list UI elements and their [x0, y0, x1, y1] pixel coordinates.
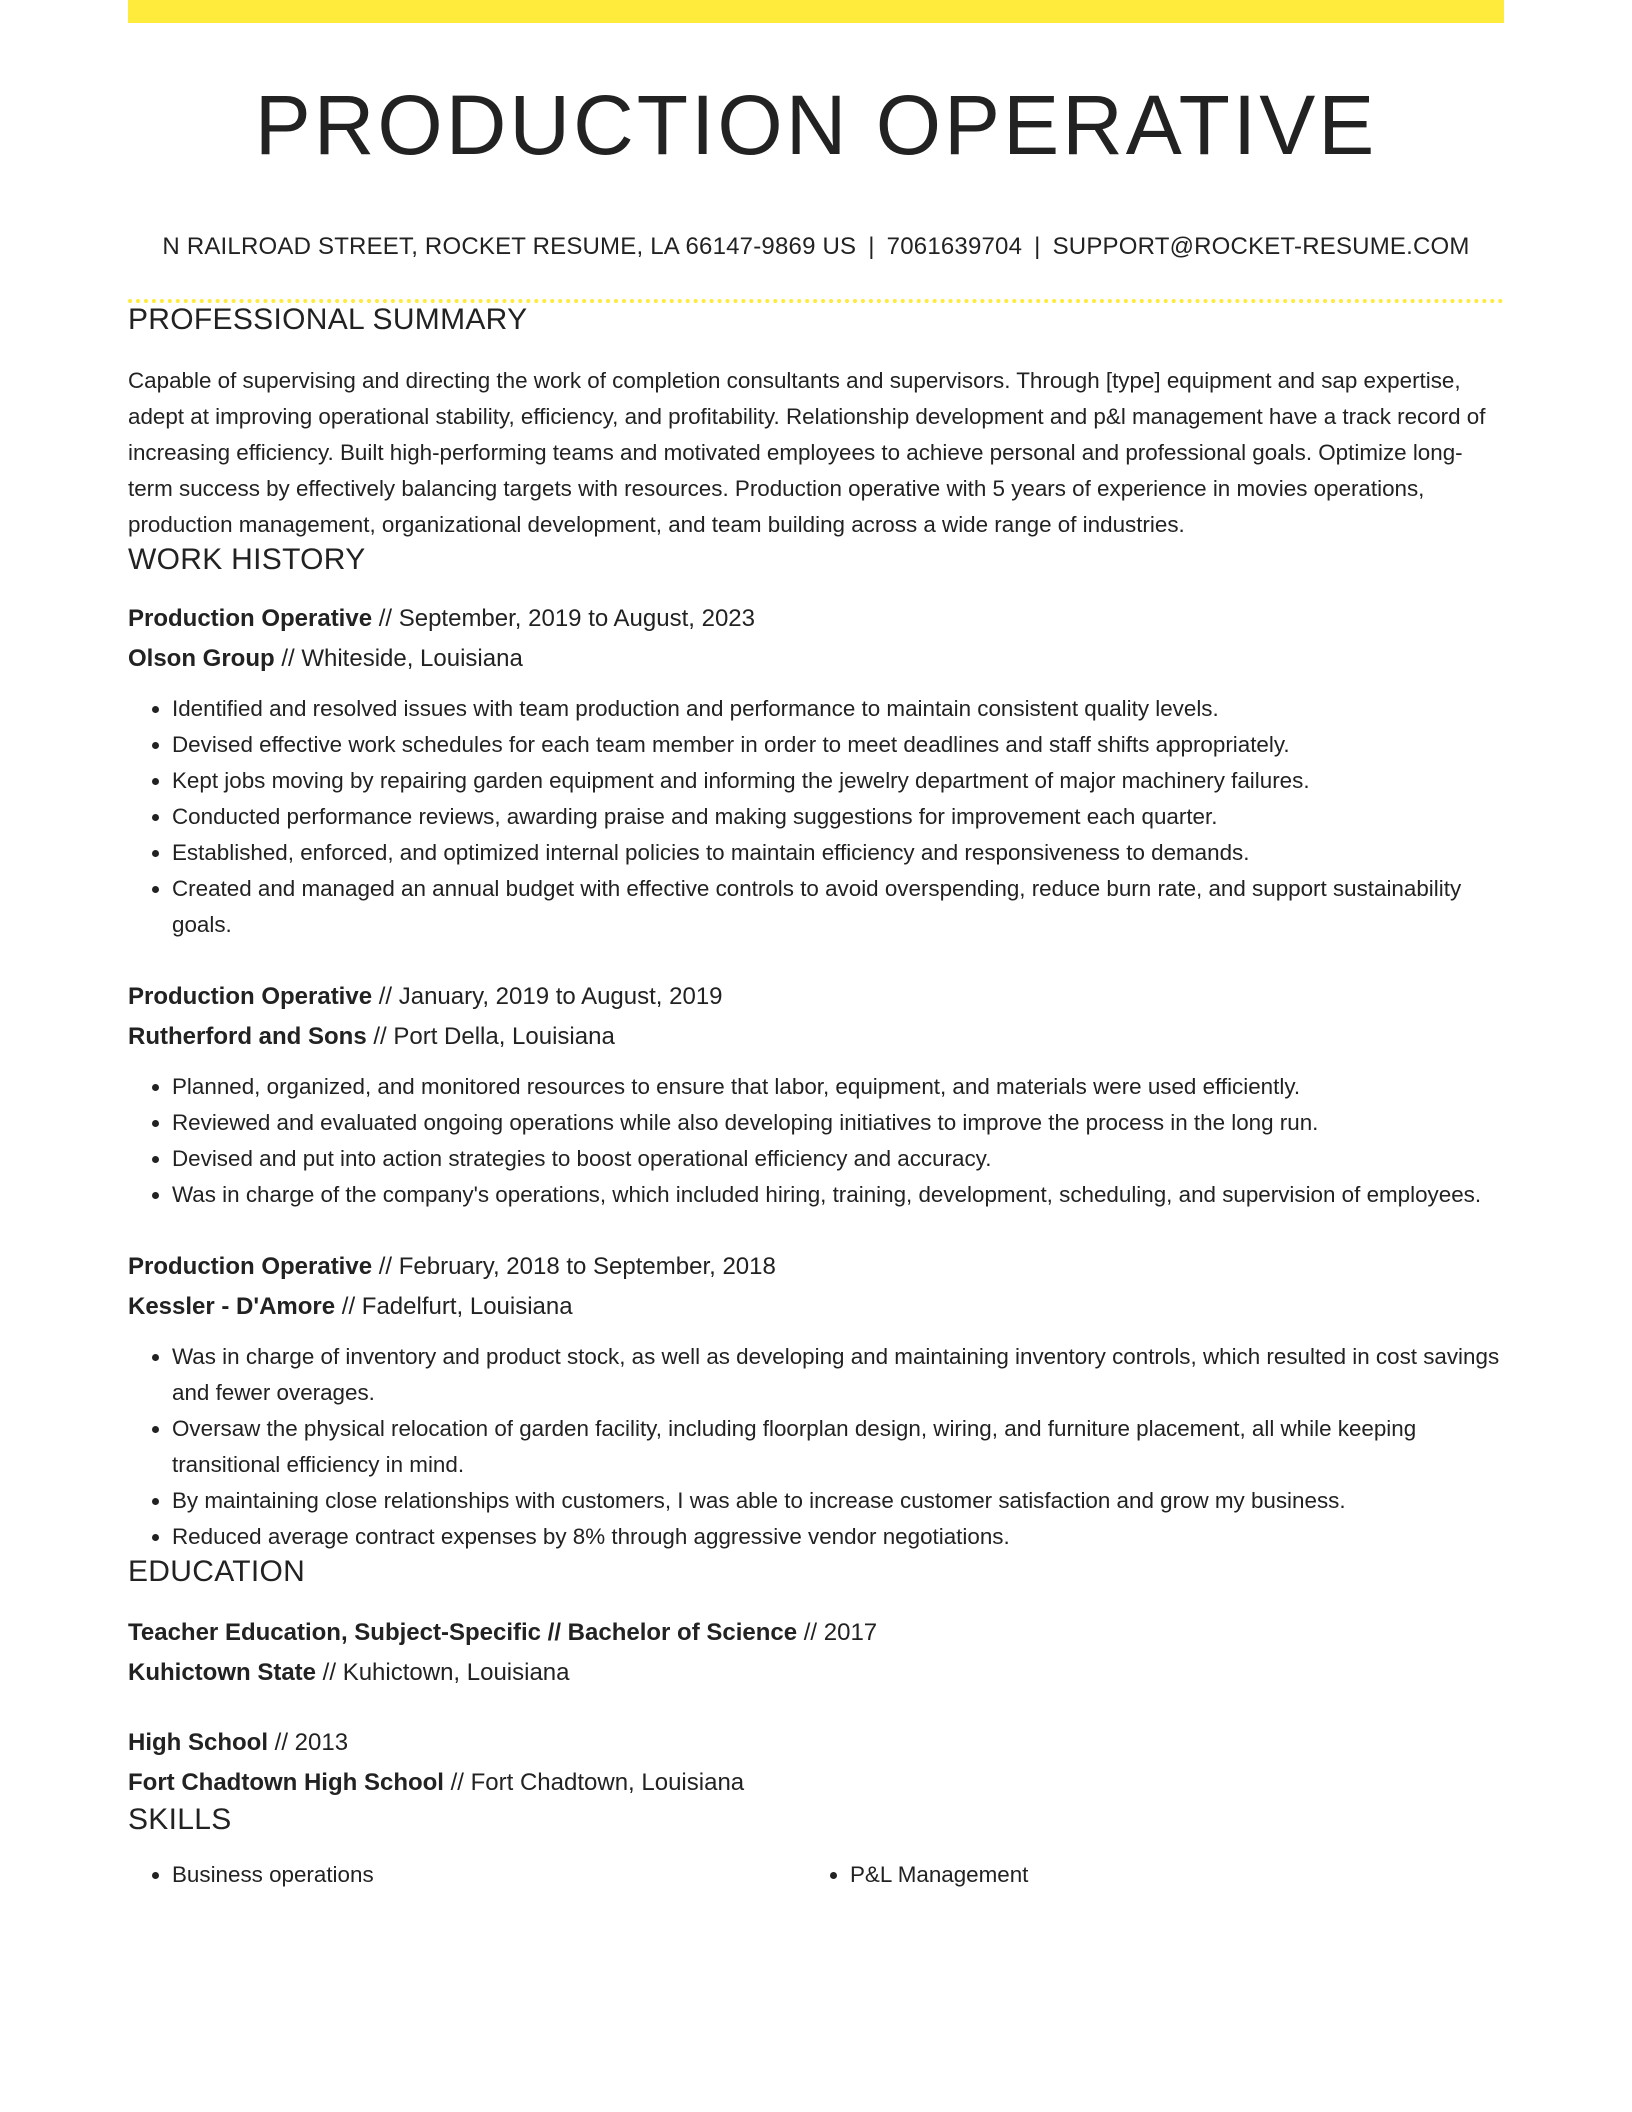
skills-column-left — [128, 1857, 806, 1893]
summary-text: Capable of supervising and directing the work of completion consultants and supervisors. Through [type] equipment and sap expertise, adept at improving operational stability, efficiency, and profitability. Relationship development and p&l management have a track record of increasing efficiency. Built high-performing teams and motivated employees to achieve personal and professional goals. Optimize long-term success by effectively balancing targets with resources. Production operative with 5 years of experience in movies operations, production management, organizational development, and team building across a wide range of industries. — [128, 368, 1486, 537]
job-bullet: • Created and managed an annual budget with effective controls to avoid overspending, reduce burn rate, and support sustainability goals. — [172, 871, 1504, 943]
job-dates: // September, 2019 to August, 2023 — [372, 605, 755, 632]
job-bullet: • By maintaining close relationships with customers, I was able to increase customer satisfaction and grow my business. — [172, 1483, 1504, 1519]
job-bullet: • Reduced average contract expenses by 8% through aggressive vendor negotiations. — [172, 1519, 1504, 1555]
job-dates: // January, 2019 to August, 2019 — [372, 983, 723, 1010]
education-school-line — [128, 1653, 1504, 1693]
section-title-education: EDUCATION — [128, 1555, 306, 1588]
education-location: // Kuhictown, Louisiana — [316, 1659, 570, 1686]
accent-top-bar — [128, 0, 1504, 23]
education-school-line — [128, 1763, 1504, 1803]
contact-email: SUPPORT@ROCKET-RESUME.COM — [1052, 233, 1470, 260]
job-bullet: • Oversaw the physical relocation of garden facility, including floorplan design, wiring, and furniture placement, all while keeping transitional efficiency in mind. — [172, 1411, 1504, 1483]
education-year: // 2013 — [268, 1729, 349, 1756]
education-entry — [128, 1613, 1504, 1693]
education-entry — [128, 1723, 1504, 1803]
job-role: Production Operative — [128, 983, 373, 1010]
education-degree: High School — [128, 1729, 268, 1756]
education-degree-line — [128, 1723, 1504, 1763]
education-school: Fort Chadtown High School — [128, 1769, 444, 1796]
resume-page — [128, 0, 1504, 1893]
skills-list — [128, 1857, 1504, 1893]
job-entry — [128, 1247, 1504, 1555]
resume-name: PRODUCTION OPERATIVE — [254, 78, 1378, 172]
job-role: Production Operative — [128, 1253, 373, 1280]
job-bullet: • Established, enforced, and optimized internal policies to maintain efficiency and responsiveness to demands. — [172, 835, 1504, 871]
job-location: // Fadelfurt, Louisiana — [335, 1293, 573, 1320]
contact-separator: | — [868, 233, 875, 260]
job-entry — [128, 599, 1504, 943]
section-title-summary: PROFESSIONAL SUMMARY — [128, 303, 528, 336]
contact-line — [128, 233, 1504, 261]
job-title-line — [128, 977, 1504, 1017]
skill-item: • P&L Management — [850, 1857, 1484, 1893]
contact-separator: | — [1034, 233, 1041, 260]
education-degree: Teacher Education, Subject-Specific // Bachelor of Science — [128, 1619, 798, 1646]
job-bullet: • Devised and put into action strategies to boost operational efficiency and accuracy. — [172, 1141, 1504, 1177]
job-company-line — [128, 1287, 1504, 1327]
job-role: Production Operative — [128, 605, 373, 632]
job-title-line — [128, 599, 1504, 639]
skill-item: • Business operations — [172, 1857, 806, 1893]
job-bullet: • Kept jobs moving by repairing garden equipment and informing the jewelry department of major machinery failures. — [172, 763, 1504, 799]
section-title-work-history: WORK HISTORY — [128, 543, 366, 576]
education-location: // Fort Chadtown, Louisiana — [443, 1769, 745, 1796]
job-bullets — [128, 1339, 1504, 1555]
job-company: Rutherford and Sons — [128, 1023, 367, 1050]
contact-phone: 7061639704 — [886, 233, 1023, 260]
job-location: // Port Della, Louisiana — [366, 1023, 615, 1050]
education-degree-line — [128, 1613, 1504, 1653]
job-bullet: • Identified and resolved issues with team production and performance to maintain consistent quality levels. — [172, 691, 1504, 727]
education-year: // 2017 — [797, 1619, 878, 1646]
education-school: Kuhictown State — [128, 1659, 317, 1686]
job-bullet: • Devised effective work schedules for each team member in order to meet deadlines and staff shifts appropriately. — [172, 727, 1504, 763]
section-title-skills: SKILLS — [128, 1803, 232, 1836]
job-bullet: • Was in charge of inventory and product stock, as well as developing and maintaining inventory controls, which resulted in cost savings and fewer overages. — [172, 1339, 1504, 1411]
job-bullet: • Conducted performance reviews, awarding praise and making suggestions for improvement each quarter. — [172, 799, 1504, 835]
job-bullet: • Planned, organized, and monitored resources to ensure that labor, equipment, and materials were used efficiently. — [172, 1069, 1504, 1105]
job-bullet: • Was in charge of the company's operations, which included hiring, training, development, scheduling, and supervision of employees. — [172, 1177, 1504, 1213]
contact-address: N RAILROAD STREET, ROCKET RESUME, LA 66147-9869 US — [162, 233, 857, 260]
job-title-line — [128, 1247, 1504, 1287]
job-company: Kessler - D'Amore — [128, 1293, 336, 1320]
skills-column-right — [806, 1857, 1484, 1893]
job-company: Olson Group — [128, 645, 275, 672]
job-location: // Whiteside, Louisiana — [274, 645, 523, 672]
job-company-line — [128, 639, 1504, 679]
job-bullet: • Reviewed and evaluated ongoing operations while also developing initiatives to improve the process in the long run. — [172, 1105, 1504, 1141]
job-bullets — [128, 1069, 1504, 1213]
job-bullets — [128, 691, 1504, 943]
job-entry — [128, 977, 1504, 1213]
job-company-line — [128, 1017, 1504, 1057]
job-dates: // February, 2018 to September, 2018 — [372, 1253, 776, 1280]
